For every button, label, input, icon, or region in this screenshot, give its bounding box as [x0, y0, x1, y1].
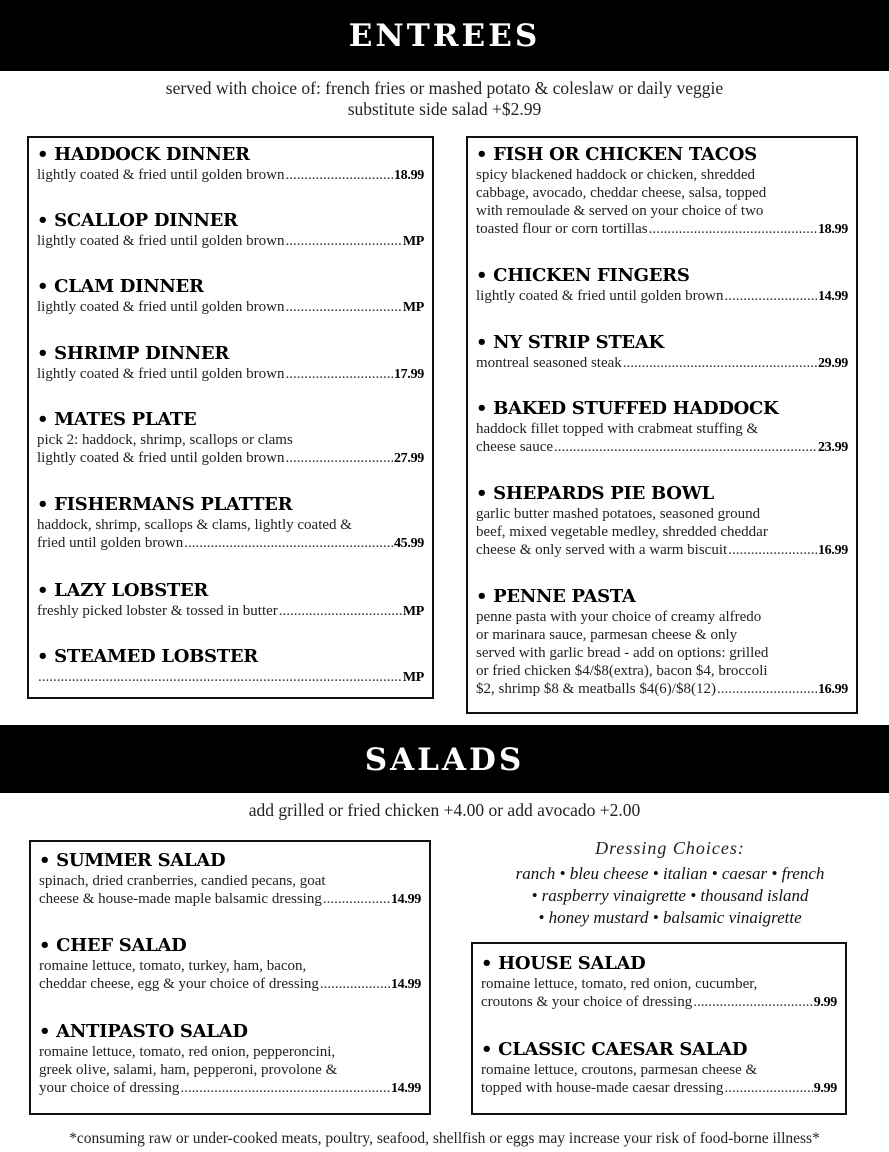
price-line [39, 1079, 421, 1098]
item-name: • NY STRIP STEAK [476, 332, 664, 353]
salads-left-panel [29, 840, 431, 1115]
item-price: 9.99 [813, 1081, 837, 1096]
item-description [476, 166, 848, 239]
dressing-line: • raspberry vinaigrette • thousand island [531, 886, 809, 905]
item-name: • FISHERMANS PLATTER [37, 494, 293, 515]
entrees-left-panel [27, 136, 434, 699]
item-price: 14.99 [390, 1081, 421, 1096]
price-line [476, 220, 848, 239]
item-name: • BAKED STUFFED HADDOCK [476, 398, 779, 419]
price-line [37, 365, 424, 384]
description-line: or marinara sauce, parmesan cheese & only [476, 627, 738, 643]
description-line: romaine lettuce, tomato, red onion, pepperoncini, [39, 1044, 336, 1060]
description-line: beef, mixed vegetable medley, shredded cheddar [476, 524, 768, 540]
description-line: lightly coated & fried until golden brown [37, 299, 285, 315]
description-line: romaine lettuce, tomato, turkey, ham, bacon, [39, 958, 307, 974]
price-line [37, 166, 424, 185]
dot-leader [649, 220, 817, 238]
description-line: croutons & your choice of dressing [481, 994, 693, 1010]
description-line: your choice of dressing [39, 1080, 180, 1096]
description-line: greek olive, salami, ham, pepperoni, provolone & [39, 1062, 338, 1078]
menu-item-antipasto-salad [39, 1021, 421, 1098]
description-line: freshly picked lobster & tossed in butter [37, 603, 278, 619]
item-price: MP [402, 670, 424, 685]
description-line: topped with house-made caesar dressing [481, 1080, 724, 1096]
item-name: • MATES PLATE [37, 409, 197, 430]
description-line: montreal seasoned steak [476, 355, 622, 371]
price-line [476, 354, 848, 373]
menu-item-shrimp-dinner [37, 343, 424, 384]
item-price: 14.99 [390, 892, 421, 907]
description-line: cheddar cheese, egg & your choice of dressing [39, 976, 319, 992]
item-name: • SHRIMP DINNER [37, 343, 229, 364]
item-price: 16.99 [817, 543, 848, 558]
entrees-sides-note: served with choice of: french fries or mashed potato & coleslaw or daily veggie [165, 78, 724, 98]
description-line: penne pasta with your choice of creamy alfredo [476, 609, 762, 625]
dot-leader [285, 365, 393, 383]
item-price: MP [402, 604, 424, 619]
item-description [37, 516, 424, 553]
description-line: haddock fillet topped with crabmeat stuffing & [476, 421, 759, 437]
item-description [39, 957, 421, 994]
price-line [37, 232, 424, 251]
entrees-substitute-note: substitute side salad +$2.99 [347, 99, 542, 119]
description-line: cheese sauce [476, 439, 554, 455]
item-name: • LAZY LOBSTER [37, 580, 209, 601]
menu-item-classic-caesar-salad [481, 1039, 837, 1098]
dot-leader [320, 975, 390, 993]
description-line: with remoulade & served on your choice of two [476, 203, 764, 219]
item-description [37, 431, 424, 468]
item-name: • SCALLOP DINNER [37, 210, 238, 231]
dot-leader [693, 993, 812, 1011]
dot-leader [180, 1079, 390, 1097]
item-price: 14.99 [390, 977, 421, 992]
description-line: served with garlic bread - add on options: grilled [476, 645, 769, 661]
dot-leader [724, 287, 817, 305]
item-name: • CLAM DINNER [37, 276, 204, 297]
item-name: • PENNE PASTA [476, 586, 636, 607]
menu-item-lazy-lobster [37, 580, 424, 621]
item-name: • ANTIPASTO SALAD [39, 1021, 248, 1042]
description-line: romaine lettuce, croutons, parmesan cheese & [481, 1062, 758, 1078]
dot-leader [554, 438, 817, 456]
item-description [37, 365, 424, 384]
description-line: lightly coated & fried until golden brown [37, 450, 285, 466]
item-name: • HADDOCK DINNER [37, 144, 250, 165]
description-line: toasted flour or corn tortillas [476, 221, 648, 237]
item-name: • FISH OR CHICKEN TACOS [476, 144, 757, 165]
dot-leader [717, 680, 817, 698]
menu-item-baked-stuffed-haddock [476, 398, 848, 457]
dressing-choices-title: Dressing Choices: [595, 838, 745, 858]
description-line: cabbage, avocado, cheddar cheese, salsa, topped [476, 185, 767, 201]
menu-item-chef-salad [39, 935, 421, 994]
item-price: 18.99 [393, 168, 424, 183]
dot-leader [323, 890, 390, 908]
menu-item-summer-salad [39, 850, 421, 909]
menu-item-fish-or-chicken-tacos [476, 144, 848, 239]
dot-leader [38, 668, 402, 686]
item-price: 18.99 [817, 222, 848, 237]
description-line: lightly coated & fried until golden brown [37, 167, 285, 183]
item-description [476, 505, 848, 560]
menu-item-scallop-dinner [37, 210, 424, 251]
description-line: lightly coated & fried until golden brown [37, 366, 285, 382]
dressing-line: ranch • bleu cheese • italian • caesar • french [515, 864, 825, 883]
salads-addon-note: add grilled or fried chicken +4.00 or add avocado +2.00 [248, 800, 641, 820]
description-line: garlic butter mashed potatoes, seasoned ground [476, 506, 761, 522]
price-line [476, 541, 848, 560]
dot-leader [285, 449, 393, 467]
item-price: 16.99 [817, 682, 848, 697]
dot-leader [285, 298, 401, 316]
item-price: MP [402, 300, 424, 315]
description-line: cheese & house-made maple balsamic dressing [39, 891, 322, 907]
price-line [37, 668, 424, 687]
price-line [476, 287, 848, 306]
dot-leader [285, 232, 401, 250]
item-name: • SHEPARDS PIE BOWL [476, 483, 714, 504]
menu-item-mates-plate [37, 409, 424, 468]
menu-item-fishermans-platter [37, 494, 424, 553]
dot-leader [285, 166, 393, 184]
menu-item-steamed-lobster [37, 646, 424, 687]
price-line [481, 1079, 837, 1098]
description-line: lightly coated & fried until golden brown [37, 233, 285, 249]
description-line: spicy blackened haddock or chicken, shredded [476, 167, 756, 183]
dot-leader [724, 1079, 812, 1097]
item-description [476, 287, 848, 306]
description-line: haddock, shrimp, scallops & clams, lightly coated & [37, 517, 352, 533]
description-line: spinach, dried cranberries, candied pecans, goat [39, 873, 326, 889]
description-line: or fried chicken $4/$8(extra), bacon $4, broccoli [476, 663, 768, 679]
price-line [37, 449, 424, 468]
menu-item-haddock-dinner [37, 144, 424, 185]
item-description [476, 354, 848, 373]
item-price: 14.99 [817, 289, 848, 304]
entrees-banner: ENTREES [0, 0, 889, 71]
item-description [476, 420, 848, 457]
item-price: MP [402, 234, 424, 249]
price-line [476, 680, 848, 699]
menu-item-shepards-pie-bowl [476, 483, 848, 560]
menu-item-ny-strip-steak [476, 332, 848, 373]
price-line [39, 975, 421, 994]
price-line [37, 602, 424, 621]
item-name: • CLASSIC CAESAR SALAD [481, 1039, 748, 1060]
description-line: romaine lettuce, tomato, red onion, cucumber, [481, 976, 758, 992]
item-name: • STEAMED LOBSTER [37, 646, 258, 667]
item-name: • CHICKEN FINGERS [476, 265, 690, 286]
dot-leader [728, 541, 817, 559]
dot-leader [184, 534, 393, 552]
price-line [37, 298, 424, 317]
price-line [39, 890, 421, 909]
description-line: fried until golden brown [37, 535, 184, 551]
food-safety-disclaimer: *consuming raw or under-cooked meats, poultry, seafood, shellfish or eggs may increase your risk of food-borne illness* [69, 1130, 820, 1147]
item-description [37, 668, 424, 687]
description-line: lightly coated & fried until golden brown [476, 288, 724, 304]
item-description [37, 166, 424, 185]
menu-item-penne-pasta [476, 586, 848, 699]
menu-item-clam-dinner [37, 276, 424, 317]
salads-right-panel [471, 942, 847, 1115]
entrees-right-panel [466, 136, 858, 714]
price-line [481, 993, 837, 1012]
item-name: • CHEF SALAD [39, 935, 187, 956]
item-price: 17.99 [393, 367, 424, 382]
item-description [481, 1061, 837, 1098]
description-line: cheese & only served with a warm biscuit [476, 542, 728, 558]
item-description [481, 975, 837, 1012]
item-description [37, 602, 424, 621]
item-price: 9.99 [813, 995, 837, 1010]
item-description [37, 232, 424, 251]
menu-item-house-salad [481, 953, 837, 1012]
item-description [39, 1043, 421, 1098]
item-price: 27.99 [393, 451, 424, 466]
dot-leader [623, 354, 817, 372]
item-name: • HOUSE SALAD [481, 953, 646, 974]
item-description [476, 608, 848, 699]
price-line [37, 534, 424, 553]
dressing-line: • honey mustard • balsamic vinaigrette [538, 908, 802, 927]
item-price: 29.99 [817, 356, 848, 371]
menu-item-chicken-fingers [476, 265, 848, 306]
description-line: $2, shrimp $8 & meatballs $4(6)/$8(12) [476, 681, 716, 697]
item-price: 23.99 [817, 440, 848, 455]
item-description [37, 298, 424, 317]
dot-leader [279, 602, 402, 620]
item-name: • SUMMER SALAD [39, 850, 226, 871]
item-price: 45.99 [393, 536, 424, 551]
item-description [39, 872, 421, 909]
price-line [476, 438, 848, 457]
salads-banner: SALADS [0, 725, 889, 793]
description-line: pick 2: haddock, shrimp, scallops or clams [37, 432, 293, 448]
